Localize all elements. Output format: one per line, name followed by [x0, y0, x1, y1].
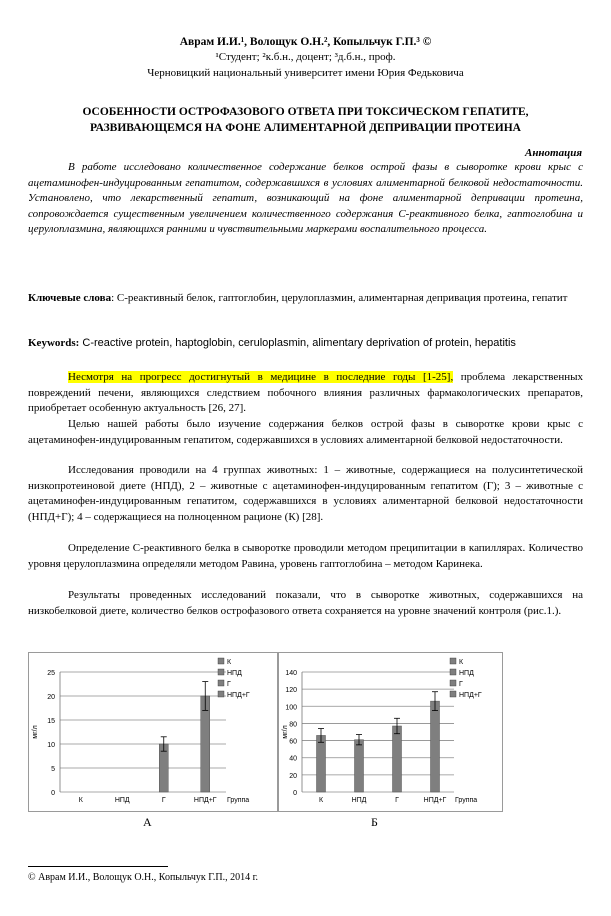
x-tick-label: К: [78, 797, 83, 804]
y-tick-label: 20: [47, 694, 55, 701]
y-tick-label: 20: [289, 772, 297, 780]
keywords-ru: [28, 291, 583, 307]
x-tick-label: К: [318, 797, 324, 804]
keywords-en: [28, 336, 583, 352]
university: Черновицкий национальный университет имени Юрия Федьковича: [147, 67, 464, 79]
x-tick-label: НПД: [351, 797, 367, 804]
body-paragraph-3: Исследования проводили на 4 группах животных: 1 – животные, содержащиеся на полусинтетической низкопротеиновой диете (НПД), 2 – животные с ацетаминофен-индуцированным гепатитом (Г); 3 – животные с ацетаминофен-индуцированным гепатитом, содержавшихся в условиях алиментарной белковой недостаточности (НПД+Г); 4 – содержащиеся на полноценном рационе (К) [28].: [28, 464, 583, 523]
legend-item: НПД+Г: [459, 692, 482, 699]
keywords-ru-label: Ключевые слова: [28, 292, 112, 304]
y-tick-label: 40: [289, 755, 297, 763]
bar-Г: [393, 726, 402, 792]
title-line-2: РАЗВИВАЮЩЕМСЯ НА ФОНЕ АЛИМЕНТАРНОЙ ДЕПРИВАЦИИ ПРОТЕИНА: [90, 122, 521, 134]
body-paragraph-2: Целью нашей работы было изучение содержания белков острой фазы в сыворотке крови крыс с ацетаминофен-индуцированным гепатитом, содержавшихся в условиях алиментарной белковой недостаточности.: [28, 418, 583, 446]
y-tick-label: 0: [293, 790, 297, 797]
chart-b: [278, 652, 503, 812]
affiliation: ¹Студент; ²к.б.н., доцент; ³д.б.н., проф.: [215, 51, 396, 63]
x-tick-label: НПД: [114, 797, 130, 804]
x-tick-label: НПД+Г: [193, 797, 217, 804]
legend-item: НПД: [459, 670, 474, 677]
body-paragraph-1-rest: проблема лекарственных повреждений печени, являющихся следствием побочного влияния различных фармакологических препаратов, приобретает особенную актуальность [26, 27].: [28, 371, 583, 415]
figure-label-b: Б: [371, 815, 378, 829]
bar-НПД: [355, 740, 364, 792]
y-tick-label: 120: [285, 687, 297, 695]
y-tick-label: 60: [289, 738, 297, 746]
keywords-en-label: Keywords:: [28, 337, 80, 349]
x-axis-label: Группа: [455, 797, 478, 804]
authors: Аврам И.И.¹, Волощук О.Н.², Копыльчук Г.П.³ ©: [179, 36, 432, 48]
y-tick-label: 100: [285, 704, 297, 712]
body-paragraph-1: [28, 370, 583, 417]
legend-swatch: [450, 680, 456, 686]
legend-swatch: [218, 691, 224, 697]
paper-title: [20, 104, 591, 136]
y-tick-label: 25: [47, 670, 55, 677]
abstract-text: В работе исследовано количественное содержание белков острой фазы в сыворотке крови крыс с ацетаминофен-индуцированным гепатитом, содержавшихся в условиях алиментарной белковой недостаточности. Установлено, что лекарственный гепатит, возникающий на фоне алиментарной депривации протеина, сопровождается существенным увеличением количественного содержания С-реактивного белка, гаптоглобина и церулоплазмина, являющихся ранними и чувствительными маркерами воспалительного процесса.: [28, 161, 583, 236]
body-paragraph-5: Результаты проведенных исследований показали, что в сыворотке животных, содержавшихся на низкобелковой диете, количество белков острофазового ответа сохраняется на уровне значений контроля (рис.1.).: [28, 589, 583, 617]
x-axis-label: Группа: [227, 797, 250, 804]
legend-swatch: [218, 669, 224, 675]
x-tick-label: Г: [161, 797, 166, 804]
legend-swatch: [218, 680, 224, 686]
legend-item: Г: [459, 681, 463, 688]
y-axis-label: мг/л: [32, 725, 39, 739]
x-tick-label: Г: [395, 797, 399, 804]
highlighted-text: Несмотря на прогресс достигнутый в медицине в последние годы [1-25],: [68, 371, 454, 383]
keywords-ru-text: : С-реактивный белок, гаптоглобин, церулоплазмин, алиментарная депривация протеина, гепатит: [111, 292, 568, 304]
y-tick-label: 15: [47, 718, 55, 725]
footnote-divider: [28, 866, 168, 867]
legend-item: К: [227, 659, 232, 666]
keywords-en-text: C-reactive protein, haptoglobin, ceruloplasmin, alimentary deprivation of protein, hepatitis: [79, 337, 516, 349]
legend-swatch: [450, 669, 456, 675]
legend-swatch: [450, 658, 456, 664]
y-tick-label: 140: [285, 670, 297, 677]
y-axis-label: мг/л: [282, 725, 289, 739]
x-tick-label: НПД+Г: [423, 797, 447, 804]
legend-item: К: [459, 659, 464, 666]
legend-item: НПД: [227, 670, 242, 677]
title-line-1: ОСОБЕННОСТИ ОСТРОФАЗОВОГО ОТВЕТА ПРИ ТОКСИЧЕСКОМ ГЕПАТИТЕ,: [82, 106, 529, 118]
legend-item: Г: [227, 681, 231, 688]
y-tick-label: 10: [47, 742, 55, 749]
figure-label-a: А: [143, 815, 152, 829]
y-tick-label: 0: [51, 790, 55, 797]
legend-item: НПД+Г: [227, 692, 250, 699]
y-tick-label: 80: [289, 721, 297, 729]
bar-НПД+Г: [431, 701, 440, 792]
footnote: © Аврам И.И., Волощук О.Н., Копыльчук Г.П., 2014 г.: [28, 872, 259, 883]
y-tick-label: 5: [51, 766, 55, 773]
bar-К: [317, 735, 326, 792]
chart-a: [28, 652, 278, 812]
legend-swatch: [450, 691, 456, 697]
body-paragraph-4: Определение С-реактивного белка в сыворотке проводили методом преципитации в капиллярах. Количество уровня церулоплазмина определяли методом Равина, уровень гаптоглобина – методом Каринека.: [28, 542, 583, 570]
legend-swatch: [218, 658, 224, 664]
abstract-heading: Аннотация: [524, 147, 582, 159]
